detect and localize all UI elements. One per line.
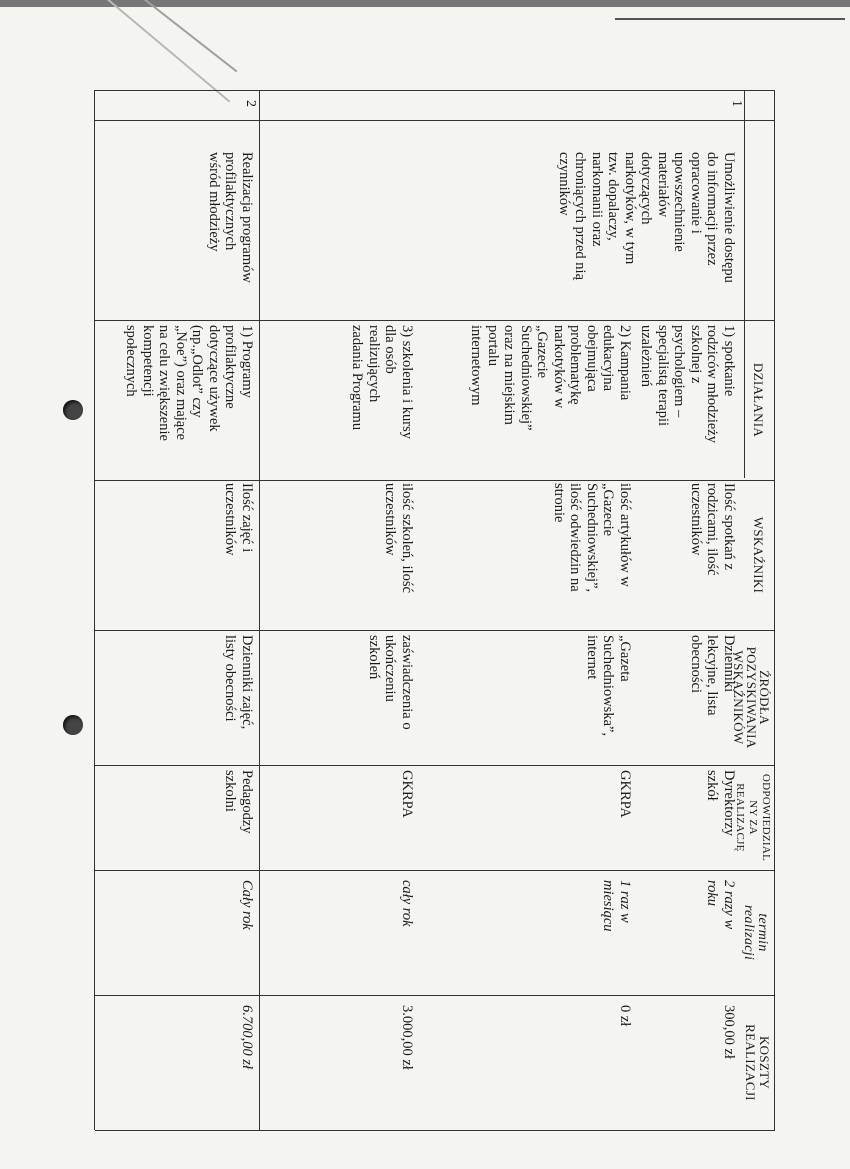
row-divider	[744, 90, 745, 478]
goal-cell: Umożliwienie dostępu do informacji przez opracowanie i upowszechnienie materiałów dotyczących narkotyków, w tym tzw. dopalaczy, narkomanii oraz chroniących przed nią czynników	[556, 152, 737, 283]
column-divider	[95, 480, 775, 481]
source-cell: zaświadczenia o ukończeniu szkoleń	[366, 635, 415, 730]
punch-hole-icon	[63, 715, 83, 735]
table-border	[94, 90, 95, 1130]
table-border	[95, 1130, 775, 1131]
action-cell: 3) szkolenia i kursy dla osób realizujących zadania Programu	[349, 325, 415, 439]
table-border	[95, 90, 775, 91]
term-cell: 2 razy w roku	[704, 880, 737, 930]
column-divider	[95, 120, 775, 121]
term-cell: Cały rok	[239, 880, 255, 930]
column-divider	[95, 995, 775, 996]
cost-cell: 300,00 zł	[721, 1005, 737, 1059]
row-number: 1	[729, 100, 744, 107]
cost-cell: 0 zł	[617, 1005, 633, 1027]
responsible-cell: GKRPA	[399, 770, 415, 818]
scan-edge	[0, 0, 850, 7]
cost-cell: 3.000,00 zł	[399, 1005, 415, 1070]
action-cell: 1) Programy profilaktyczne dotyczące używek (np.„Odlot” czy „Noe”) oraz mające na celu zwiększenie kompetencji społecznych	[123, 325, 255, 441]
header-odpowiedzialni: ODPOWIEDZIAL NY ZA REALIZACJĘ	[734, 773, 772, 862]
column-divider	[95, 870, 775, 871]
source-cell: „Gazeta Suchedniowska”, internet	[584, 635, 633, 737]
source-cell: Dzienniki lekcyjne, lista obecności	[688, 635, 737, 716]
action-cell: 1) spotkanie rodziców młodzieży szkolnej z psychologiem – specjalistą terapii uzależnień	[638, 325, 737, 443]
header-termin: termin realizacji	[741, 904, 770, 961]
responsible-cell: Pedagodzy szkolni	[222, 770, 255, 834]
fold-crease	[118, 0, 237, 72]
goal-cell: Realizacja programów profilaktycznych wśród młodzieży	[206, 152, 255, 283]
header-zrodla: ŹRÓDŁA POZYSKIWANIA WSKAŹNIKÓW	[731, 646, 772, 749]
term-cell: 1 raz w miesiącu	[600, 880, 633, 932]
responsible-cell: GKRPA	[617, 770, 633, 818]
cost-cell: 6.700,00 zł	[239, 1005, 255, 1070]
column-divider	[95, 630, 775, 631]
table-border	[774, 90, 775, 1130]
indicator-cell: ilość szkoleń, ilość uczestników	[382, 483, 415, 593]
scan-edge-line	[615, 18, 845, 20]
indicator-cell: Ilość zajęć i uczestników	[222, 483, 255, 556]
source-cell: Dzienniki zajęć, listy obecności	[222, 635, 255, 730]
term-cell: cały rok	[399, 880, 415, 927]
row-divider	[259, 90, 260, 1130]
action-cell: 2) Kampania edukacyjna obejmująca problematykę narkotyków w „Gazecie Suchedniowskiej” oraz na miejskim portalu internetowym	[468, 325, 633, 431]
punch-hole-icon	[63, 400, 83, 420]
column-divider	[95, 765, 775, 766]
header-koszty: KOSZTY REALIZACJI	[743, 1024, 772, 1101]
header-dzialania: DZIAŁANIA	[751, 362, 766, 438]
action-table	[95, 90, 775, 1130]
indicator-cell: ilość artykułów w „Gazecie Suchedniowskiej”, ilość odwiedzin na stronie	[551, 483, 633, 593]
header-wskazniki: WSKAŹNIKI	[751, 516, 766, 594]
column-divider	[95, 320, 775, 321]
responsible-cell: Dyrektorzy szkół	[704, 770, 737, 837]
row-number: 2	[243, 100, 258, 107]
indicator-cell: Ilość spotkań z rodzicami, ilość uczestników	[688, 483, 737, 576]
